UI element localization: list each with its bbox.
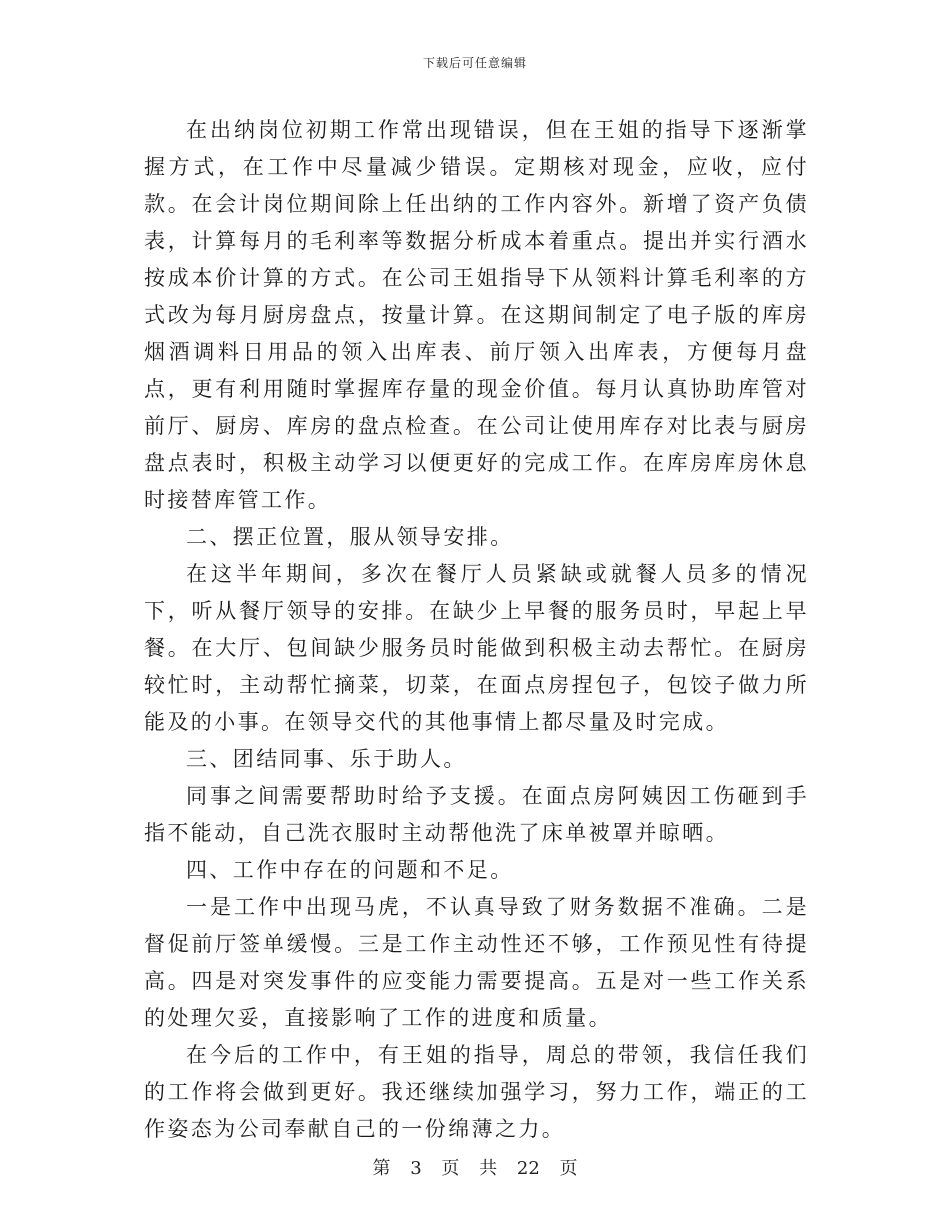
footer-prefix: 第 bbox=[372, 1158, 391, 1179]
paragraph-future-work: 在今后的工作中，有王姐的指导，周总的带领，我信任我们的工作将会做到更好。我还继续加强学习，努力工作，端正的工作姿态为公司奉献自己的一份绵薄之力。 bbox=[144, 1043, 809, 1141]
paragraph-follow-arrangement: 在这半年期间，多次在餐厅人员紧缺或就餐人员多的情况下，听从餐厅领导的安排。在缺少上早餐的服务员时，早起上早餐。在大厅、包间缺少服务员时能做到积极主动去帮忙。在厨房较忙时，主动帮忙摘菜，切菜，在面点房捏包子，包饺子做力所能及的小事。在领导交代的其他事情上都尽量及时完成。 bbox=[144, 562, 809, 734]
paragraph-problems: 一是工作中出现马虎，不认真导致了财务数据不准确。二是督促前厅签单缓慢。三是工作主动性还不够，工作预见性有待提高。四是对突发事件的应变能力需要提高。五是对一些工作关系的处理欠妥，直接影响了工作的进度和质量。 bbox=[144, 895, 809, 1030]
section-heading-3: 三、团结同事、乐于助人。 bbox=[186, 747, 467, 771]
paragraph-cashier-accounting: 在出纳岗位初期工作常出现错误，但在王姐的指导下逐渐掌握方式，在工作中尽量减少错误。定期核对现金，应收，应付款。在会计岗位期间除上任出纳的工作内容外。新增了资产负债表，计算每月的毛利率等数据分析成本着重点。提出并实行酒水按成本价计算的方式。在公司王姐指导下从领料计算毛利率的方式改为每月厨房盘点，按量计算。在这期间制定了电子版的库房烟酒调料日用品的领入出库表、前厅领入出库表，方便每月盘点，更有利用随时掌握库存量的现金价值。每月认真协助库管对前厅、厨房、库房的盘点检查。在公司让使用库存对比表与厨房盘点表时，积极主动学习以便更好的完成工作。在库房库房休息时接替库管工作。 bbox=[144, 118, 809, 512]
total-page-count: 22 bbox=[516, 1158, 540, 1179]
page-header: 下载后可任意编辑 bbox=[422, 56, 527, 70]
section-heading-4: 四、工作中存在的问题和不足。 bbox=[186, 858, 514, 882]
footer-total-word: 共 bbox=[479, 1158, 498, 1179]
footer-suffix: 页 bbox=[559, 1158, 578, 1179]
document-body bbox=[144, 112, 809, 1148]
footer-page-word: 页 bbox=[441, 1158, 460, 1179]
paragraph-help-colleagues: 同事之间需要帮助时给予支援。在面点房阿姨因工伤砸到手指不能动，自己洗衣服时主动帮他洗了床单被罩并晾晒。 bbox=[144, 784, 809, 845]
page-footer bbox=[0, 1154, 950, 1180]
section-heading-2: 二、摆正位置，服从领导安排。 bbox=[186, 525, 514, 549]
current-page-number: 3 bbox=[410, 1158, 422, 1179]
